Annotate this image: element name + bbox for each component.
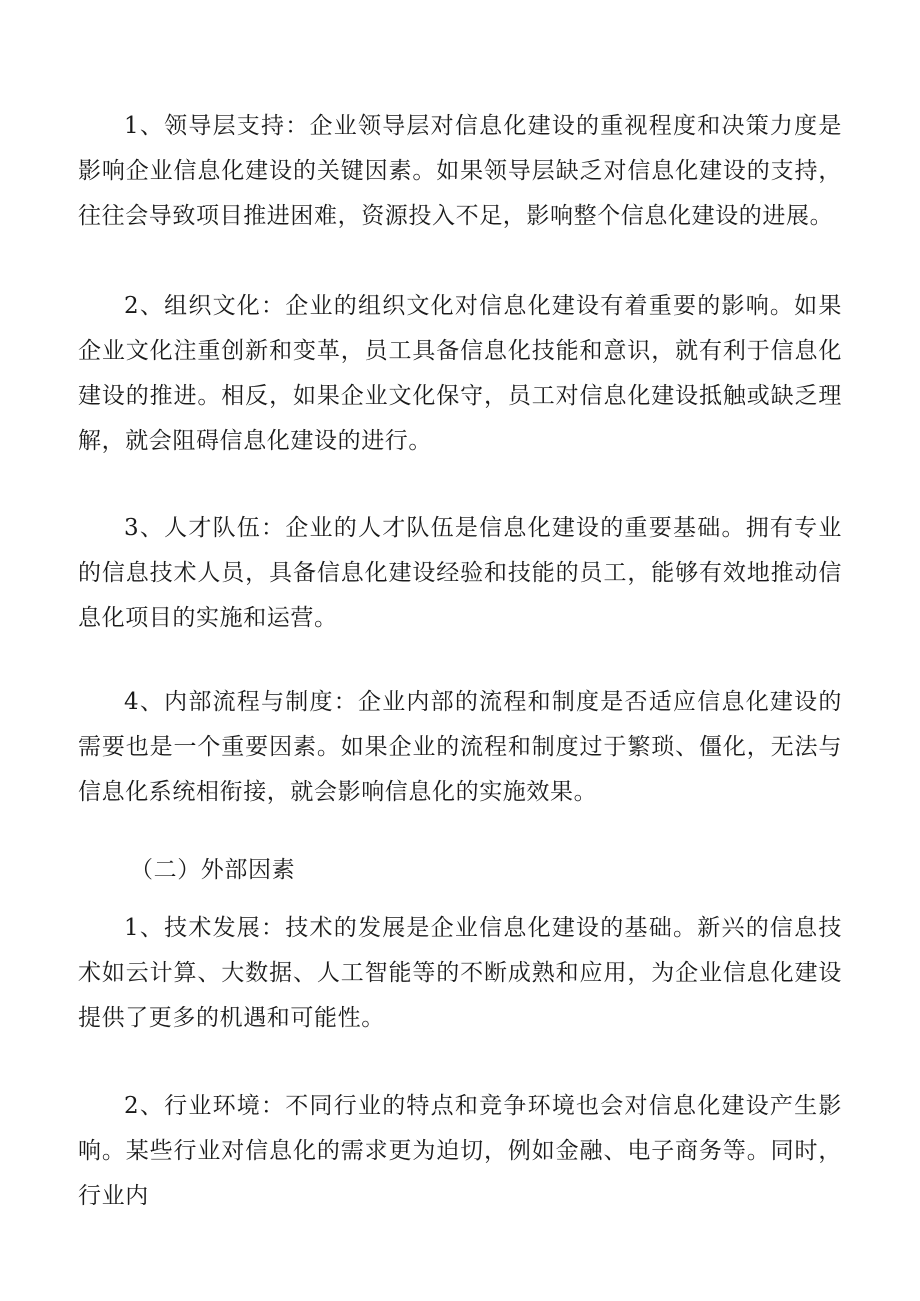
- section-heading-external-factors: （二）外部因素: [130, 857, 296, 883]
- paragraph-technology-development: 1、技术发展：技术的发展是企业信息化建设的基础。新兴的信息技术如云计算、大数据、人工智能等的不断成熟和应用，为企业信息化建设提供了更多的机遇和可能性。: [78, 915, 842, 1031]
- paragraph-leadership-support: 1、领导层支持：企业领导层对信息化建设的重视程度和决策力度是影响企业信息化建设的关键因素。如果领导层缺乏对信息化建设的支持，往往会导致项目推进困难，资源投入不足，影响整个信息化建设的进展。: [78, 113, 842, 229]
- paragraph-talent-team: 3、人才队伍：企业的人才队伍是信息化建设的重要基础。拥有专业的信息技术人员，具备信息化建设经验和技能的员工，能够有效地推动信息化项目的实施和运营。: [78, 515, 842, 631]
- paragraph-organizational-culture: 2、组织文化：企业的组织文化对信息化建设有着重要的影响。如果企业文化注重创新和变革，员工具备信息化技能和意识，就有利于信息化建设的推进。相反，如果企业文化保守，员工对信息化建设抵触或缺乏理解，就会阻碍信息化建设的进行。: [78, 293, 842, 454]
- paragraph-industry-environment: 2、行业环境：不同行业的特点和竞争环境也会对信息化建设产生影响。某些行业对信息化的需求更为迫切，例如金融、电子商务等。同时，行业内: [78, 1093, 842, 1209]
- paragraph-internal-process: 4、内部流程与制度：企业内部的流程和制度是否适应信息化建设的需要也是一个重要因素。如果企业的流程和制度过于繁琐、僵化，无法与信息化系统相衔接，就会影响信息化的实施效果。: [78, 689, 842, 805]
